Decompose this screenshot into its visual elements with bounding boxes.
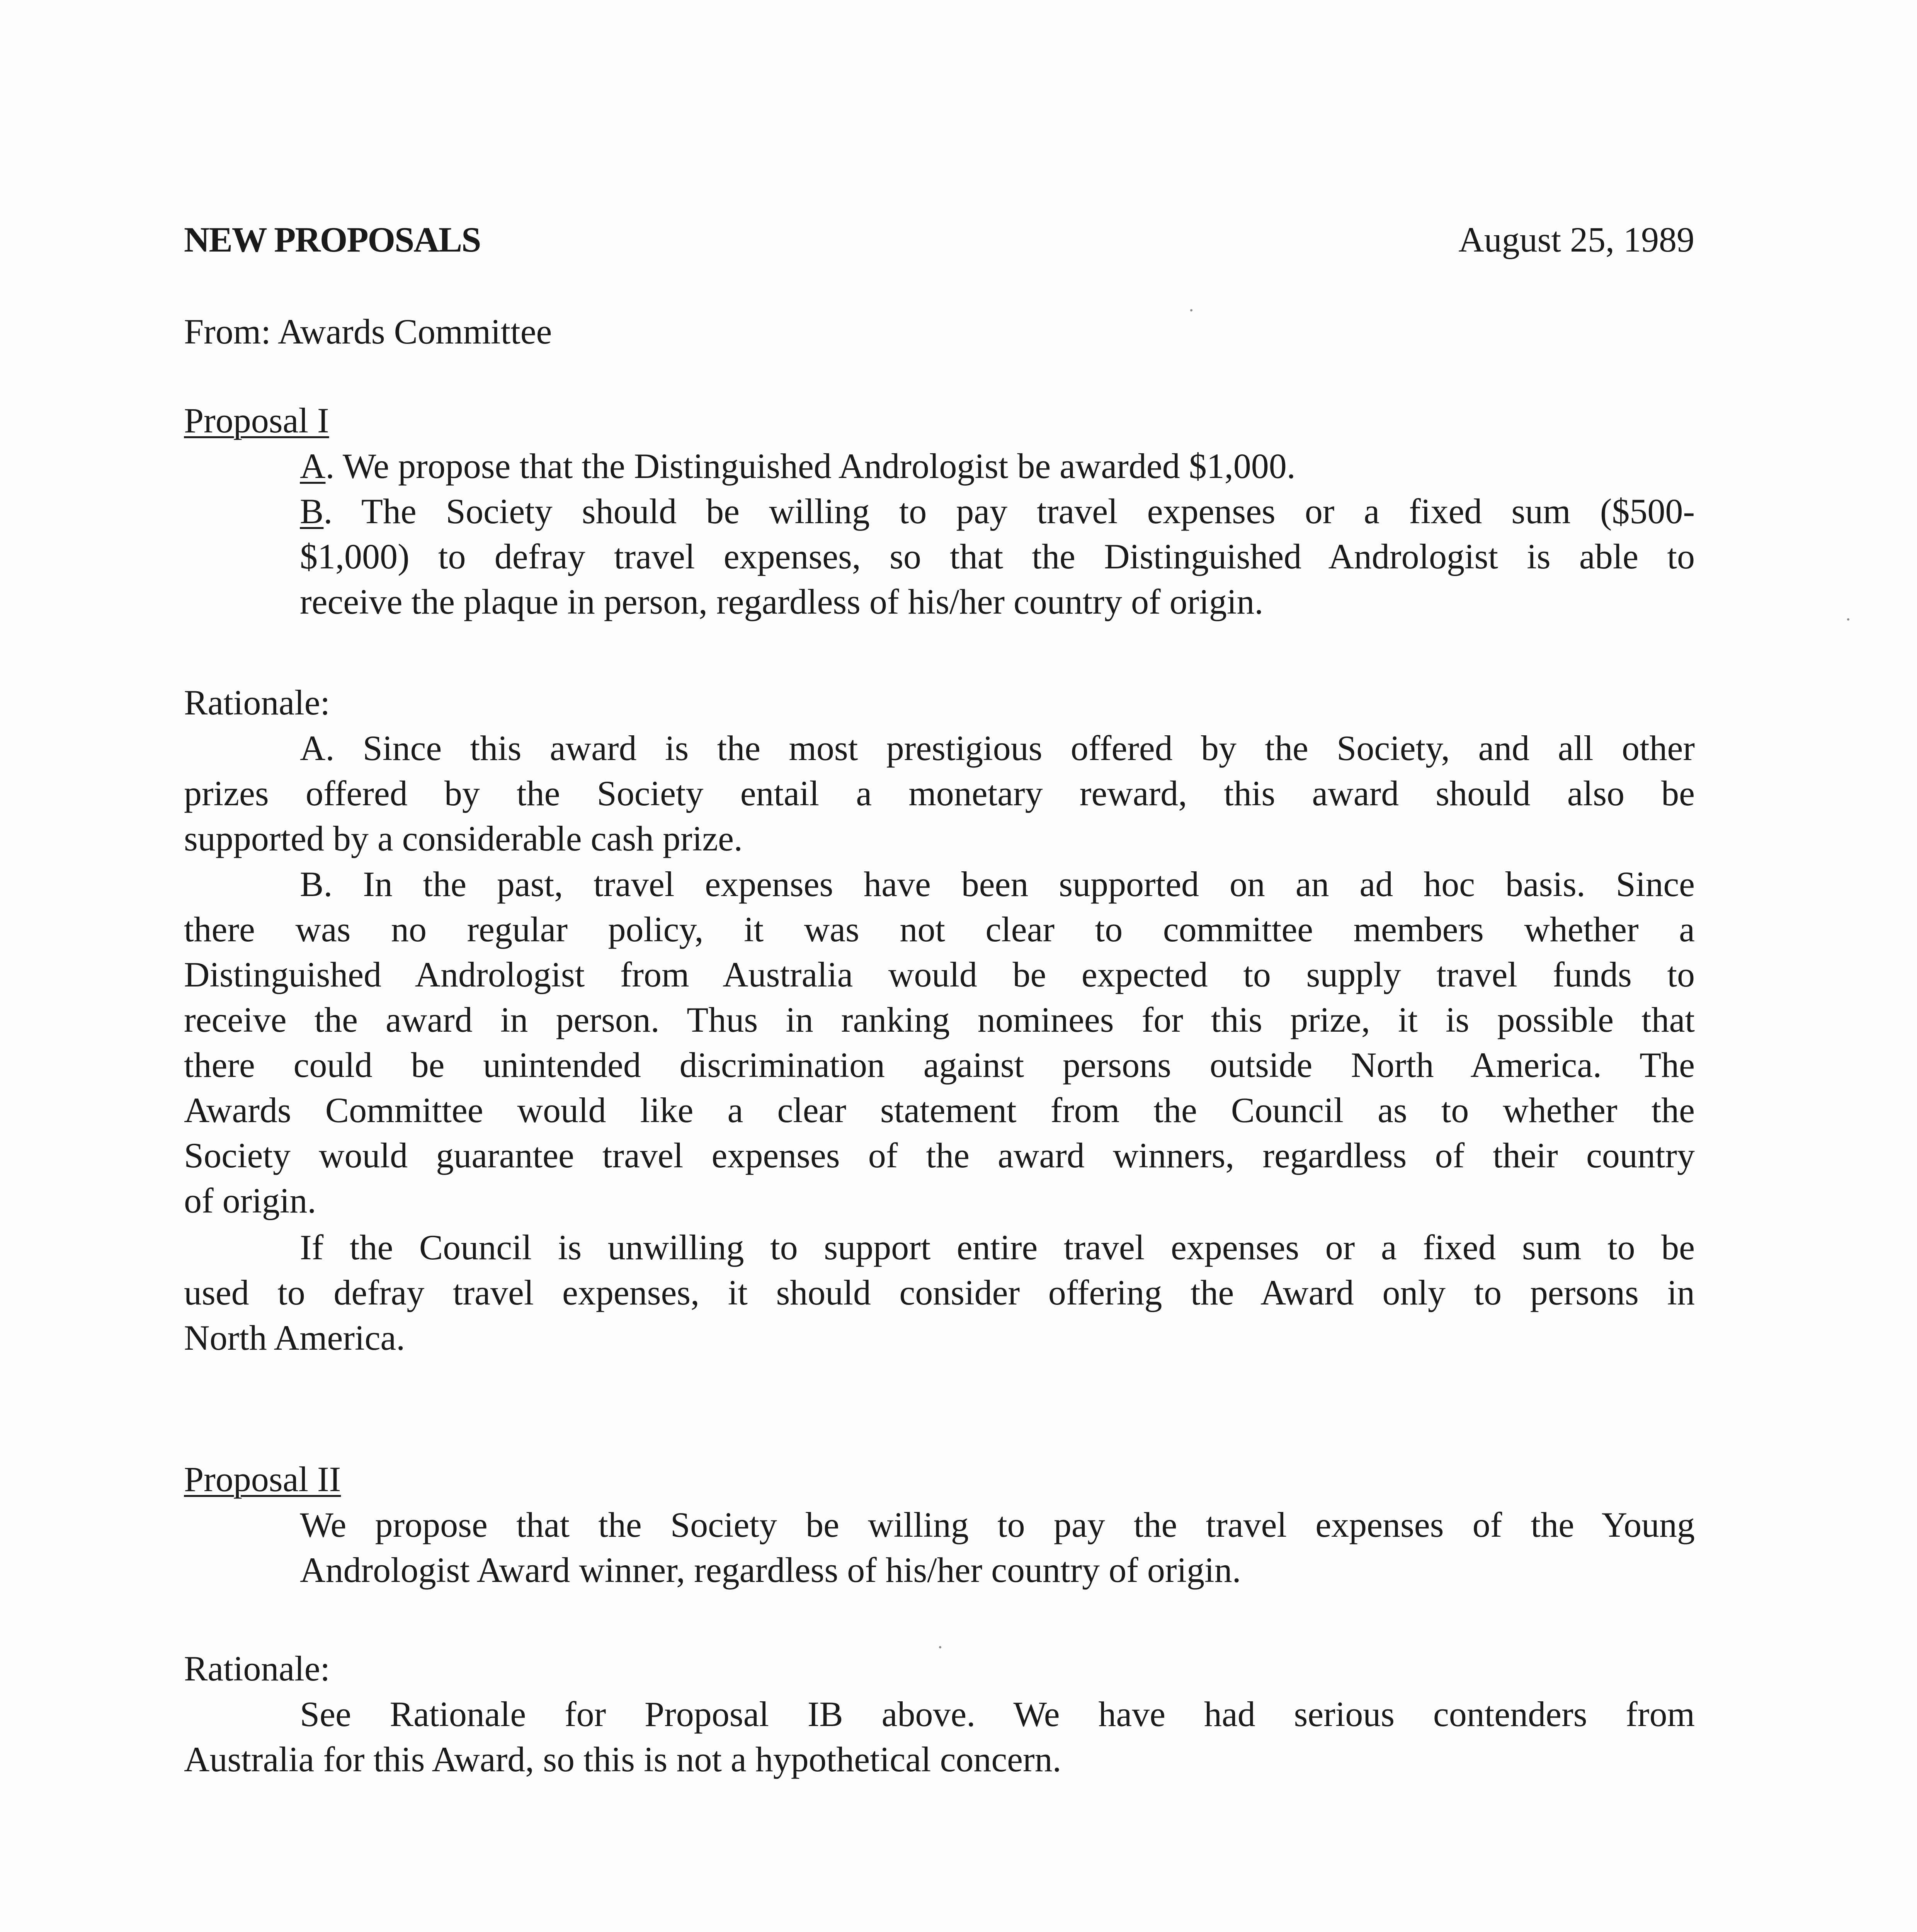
rationale-1-a-line-1: A. Since this award is the most prestigious offered by the Society, and all other [300, 728, 1695, 768]
from-line: From: Awards Committee [184, 312, 552, 351]
rationale-2-body [184, 1692, 1695, 1782]
rationale-1-b-line-7: Society would guarantee travel expenses of the award winners, regardless of their country [184, 1136, 1695, 1175]
item-a-text: . We propose that the Distinguished Andrologist be awarded $1,000. [325, 446, 1296, 486]
rationale-2-line-1: See Rationale for Proposal IB above. We have had serious contenders from [300, 1694, 1695, 1734]
rationale-1-b-line-2: there was no regular policy, it was not clear to committee members whether a [184, 910, 1695, 949]
rationale-1-para-a [184, 726, 1695, 861]
item-b-line-2: $1,000) to defray travel expenses, so that the Distinguished Andrologist is able to [300, 537, 1695, 576]
rationale-1-b-line-6: Awards Committee would like a clear statement from the Council as to whether the [184, 1090, 1695, 1130]
rationale-2-line-2: Australia for this Award, so this is not a hypothetical concern. [184, 1740, 1061, 1779]
rationale-1-heading: Rationale: [184, 683, 330, 722]
proposal-1-item-a [300, 444, 1296, 489]
rationale-2-heading: Rationale: [184, 1649, 330, 1688]
scan-speck [1847, 618, 1849, 621]
rationale-1-b-line-5: there could be unintended discrimination against persons outside North America. The [184, 1045, 1695, 1085]
rationale-1-a-line-3: supported by a considerable cash prize. [184, 819, 743, 858]
rationale-1-c-line-2: used to defray travel expenses, it should consider offering the Award only to persons in [184, 1273, 1695, 1312]
rationale-1-a-line-2: prizes offered by the Society entail a monetary reward, this award should also be [184, 774, 1695, 813]
rationale-1-b-line-3: Distinguished Andrologist from Australia would be expected to supply travel funds to [184, 955, 1695, 994]
proposal-2-line-1: We propose that the Society be willing to pay the travel expenses of the Young [300, 1505, 1695, 1544]
proposal-2-body [300, 1502, 1695, 1593]
rationale-1-para-b [184, 862, 1695, 1223]
rationale-1-c-line-1: If the Council is unwilling to support entire travel expenses or a fixed sum to be [300, 1228, 1695, 1267]
rationale-1-b-line-1: B. In the past, travel expenses have been supported on an ad hoc basis. Since [300, 864, 1695, 904]
item-b-marker: B [300, 492, 324, 531]
document-title: NEW PROPOSALS [184, 220, 481, 259]
proposal-2-line-2: Andrologist Award winner, regardless of his/her country of origin. [300, 1550, 1241, 1590]
item-b-line-1-text: . The Society should be willing to pay travel expenses or a fixed sum ($500- [323, 492, 1695, 531]
item-a-marker: A [300, 446, 326, 486]
rationale-1-b-line-8: of origin. [184, 1181, 316, 1220]
scan-speck [1190, 309, 1192, 311]
rationale-1-para-c [184, 1225, 1695, 1361]
rationale-1-c-line-3: North America. [184, 1318, 405, 1357]
item-b-line-3: receive the plaque in person, regardless of his/her country of origin. [300, 582, 1264, 621]
proposal-1-heading: Proposal I [184, 401, 329, 440]
rationale-1-b-line-4: receive the award in person. Thus in ranking nominees for this prize, it is possible that [184, 1000, 1695, 1039]
proposal-2-heading: Proposal II [184, 1459, 341, 1499]
proposal-1-item-b [300, 489, 1695, 624]
scan-speck [939, 1646, 941, 1648]
item-b-line-1 [300, 489, 1695, 534]
document-date: August 25, 1989 [1458, 220, 1694, 259]
